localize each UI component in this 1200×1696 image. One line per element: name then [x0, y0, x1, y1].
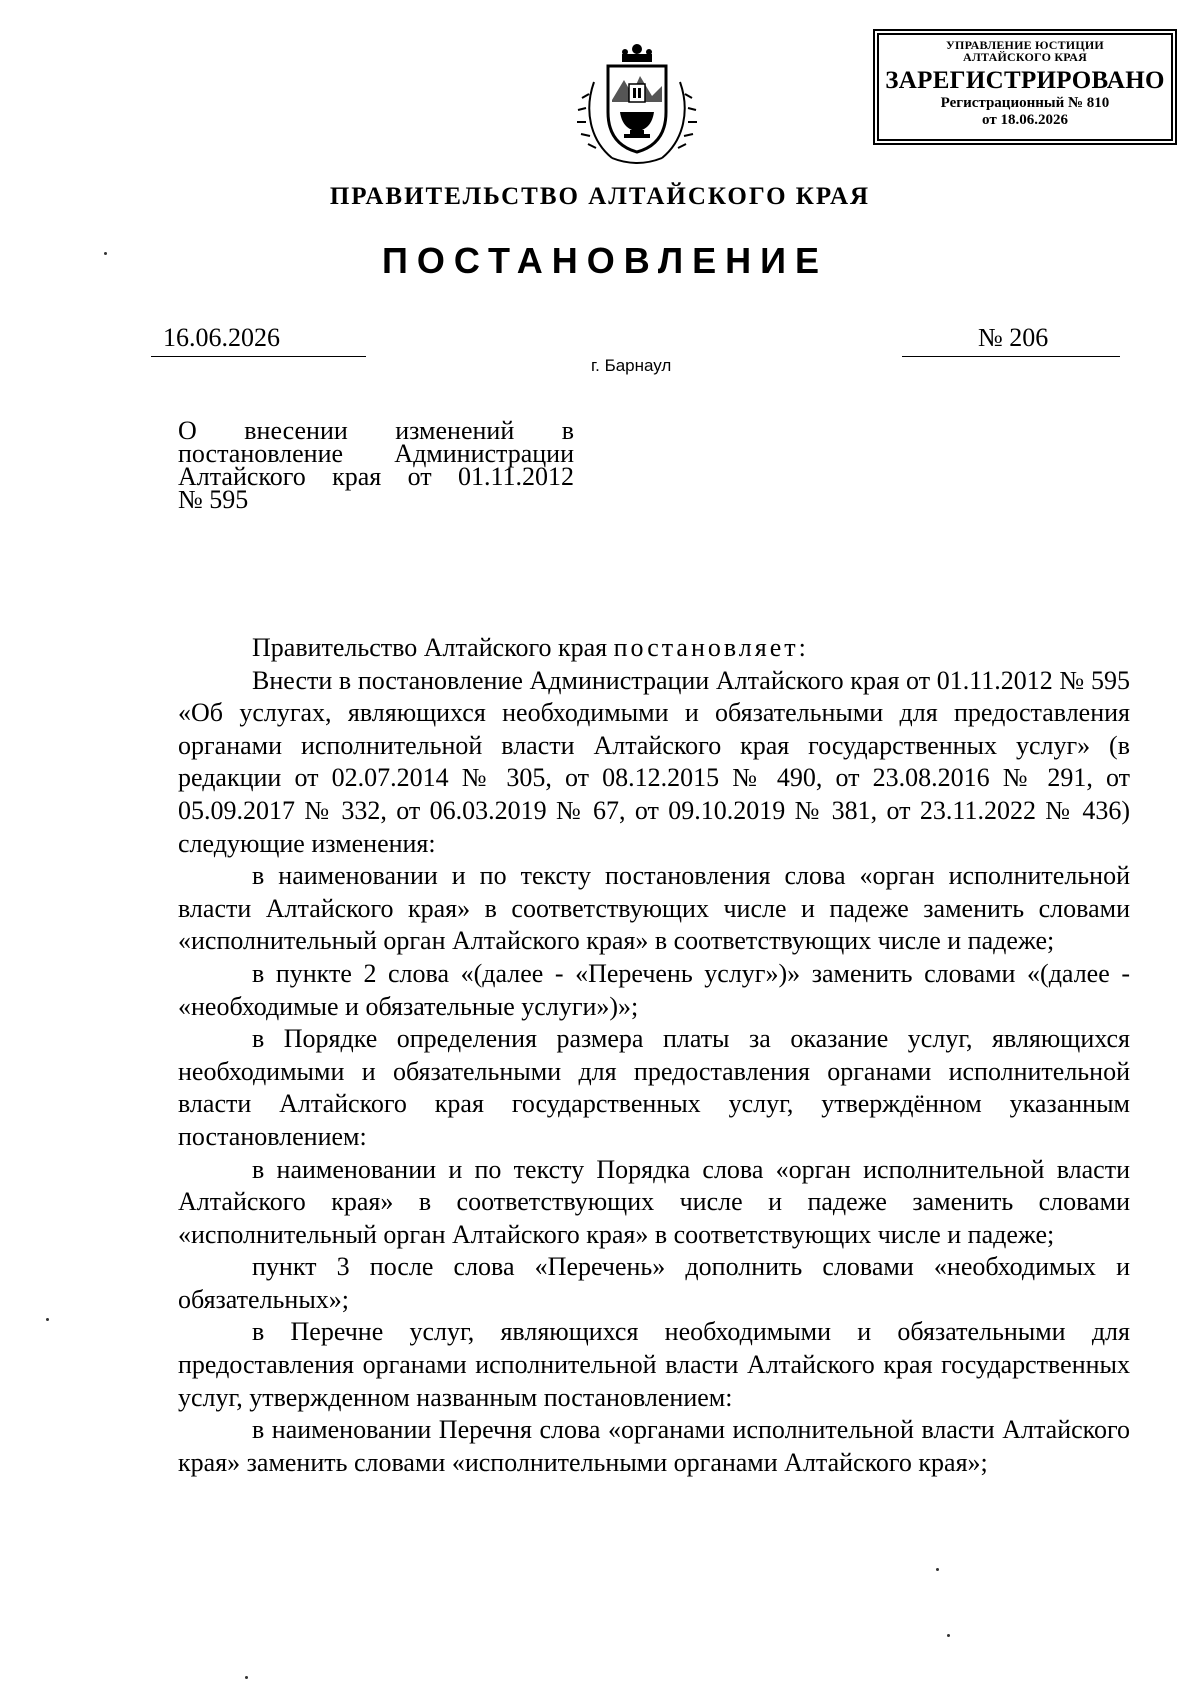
- stamp-authority-line2: АЛТАЙСКОГО КРАЯ: [963, 50, 1087, 64]
- body-paragraph: в пункте 2 слова «(далее - «Перечень услуг»)» заменить словами «(далее - «необходимые и обязательные услуги»)»;: [178, 958, 1130, 1021]
- body-paragraph: пункт 3 после слова «Перечень» дополнить словами «необходимых и обязательных»;: [178, 1252, 1130, 1314]
- subject-line: О внесении изменений в: [178, 416, 574, 445]
- document-number-field: [902, 322, 1120, 357]
- scan-speck: [46, 1318, 49, 1321]
- document-date: 16.06.2026: [163, 323, 280, 352]
- intro-paragraph: [178, 632, 1130, 665]
- scan-speck: [947, 1634, 950, 1637]
- stamp-authority-line1: УПРАВЛЕНИЕ ЮСТИЦИИ: [946, 38, 1104, 52]
- stamp-registration-date: от 18.06.2026: [982, 112, 1068, 128]
- scan-speck: [936, 1568, 939, 1571]
- subject-line: № 595: [178, 485, 249, 514]
- subject-line: Алтайского края от 01.11.2012: [178, 462, 574, 491]
- stamp-status: ЗАРЕГИСТРИРОВАНО: [885, 67, 1165, 94]
- body-paragraph: в наименовании и по тексту постановления слова «орган исполнительной власти Алтайского края» в соответствующих числе и падеже заменить словами «исполнительный орган Алтайского края» в соответствующих числе и падеже;: [178, 861, 1130, 956]
- registration-stamp: [873, 29, 1177, 145]
- intro-verb: постановляет:: [613, 633, 809, 662]
- city-name: г. Барнаул: [591, 356, 672, 375]
- scan-speck: [104, 252, 107, 255]
- intro-text: Правительство Алтайского края: [252, 633, 614, 662]
- body-paragraph: в Перечне услуг, являющихся необходимыми и обязательными для предоставления органами исполнительной власти Алтайского края государственных услуг, утвержденном названным постановлением:: [178, 1317, 1130, 1412]
- subject-line: постановление Администрации: [178, 439, 574, 468]
- coat-of-arms-emblem: [572, 40, 702, 170]
- stamp-registration-number: Регистрационный № 810: [940, 95, 1110, 111]
- document-type-heading: ПОСТАНОВЛЕНИЕ: [382, 240, 828, 281]
- body-paragraph: в наименовании и по тексту Порядка слова «орган исполнительной власти Алтайского края» в соответствующих числе и падеже заменить словами «исполнительный орган Алтайского края» в соответствующих числе и падеже;: [178, 1154, 1130, 1249]
- document-number: № 206: [978, 323, 1049, 352]
- body-paragraph: в наименовании Перечня слова «органами исполнительной власти Алтайского края» заменить словами «исполнительными органами Алтайского края»;: [178, 1415, 1130, 1477]
- body-paragraph: в Порядке определения размера платы за оказание услуг, являющихся необходимыми и обязательными для предоставления органами исполнительной власти Алтайского края государственных услуг, утверждённом указанным постановлением:: [178, 1024, 1130, 1151]
- body-paragraph: Внести в постановление Администрации Алтайского края от 01.11.2012 № 595 «Об услугах, являющихся необходимыми и обязательными для предоставления органами исполнительной власти Алтайского края государственных услуг» (в редакции от 02.07.2014 № 305, от 08.12.2015 № 490, от 23.08.2016 № 291, от 05.09.2017 № 332, от 06.03.2019 № 67, от 09.10.2019 № 381, от 23.11.2022 № 436) следующие изменения:: [178, 665, 1130, 858]
- document-date-field: [151, 322, 366, 357]
- government-title: ПРАВИТЕЛЬСТВО АЛТАЙСКОГО КРАЯ: [329, 183, 871, 210]
- document-subject: [178, 416, 574, 514]
- document-body: [178, 632, 1130, 1479]
- scan-speck: [245, 1676, 248, 1679]
